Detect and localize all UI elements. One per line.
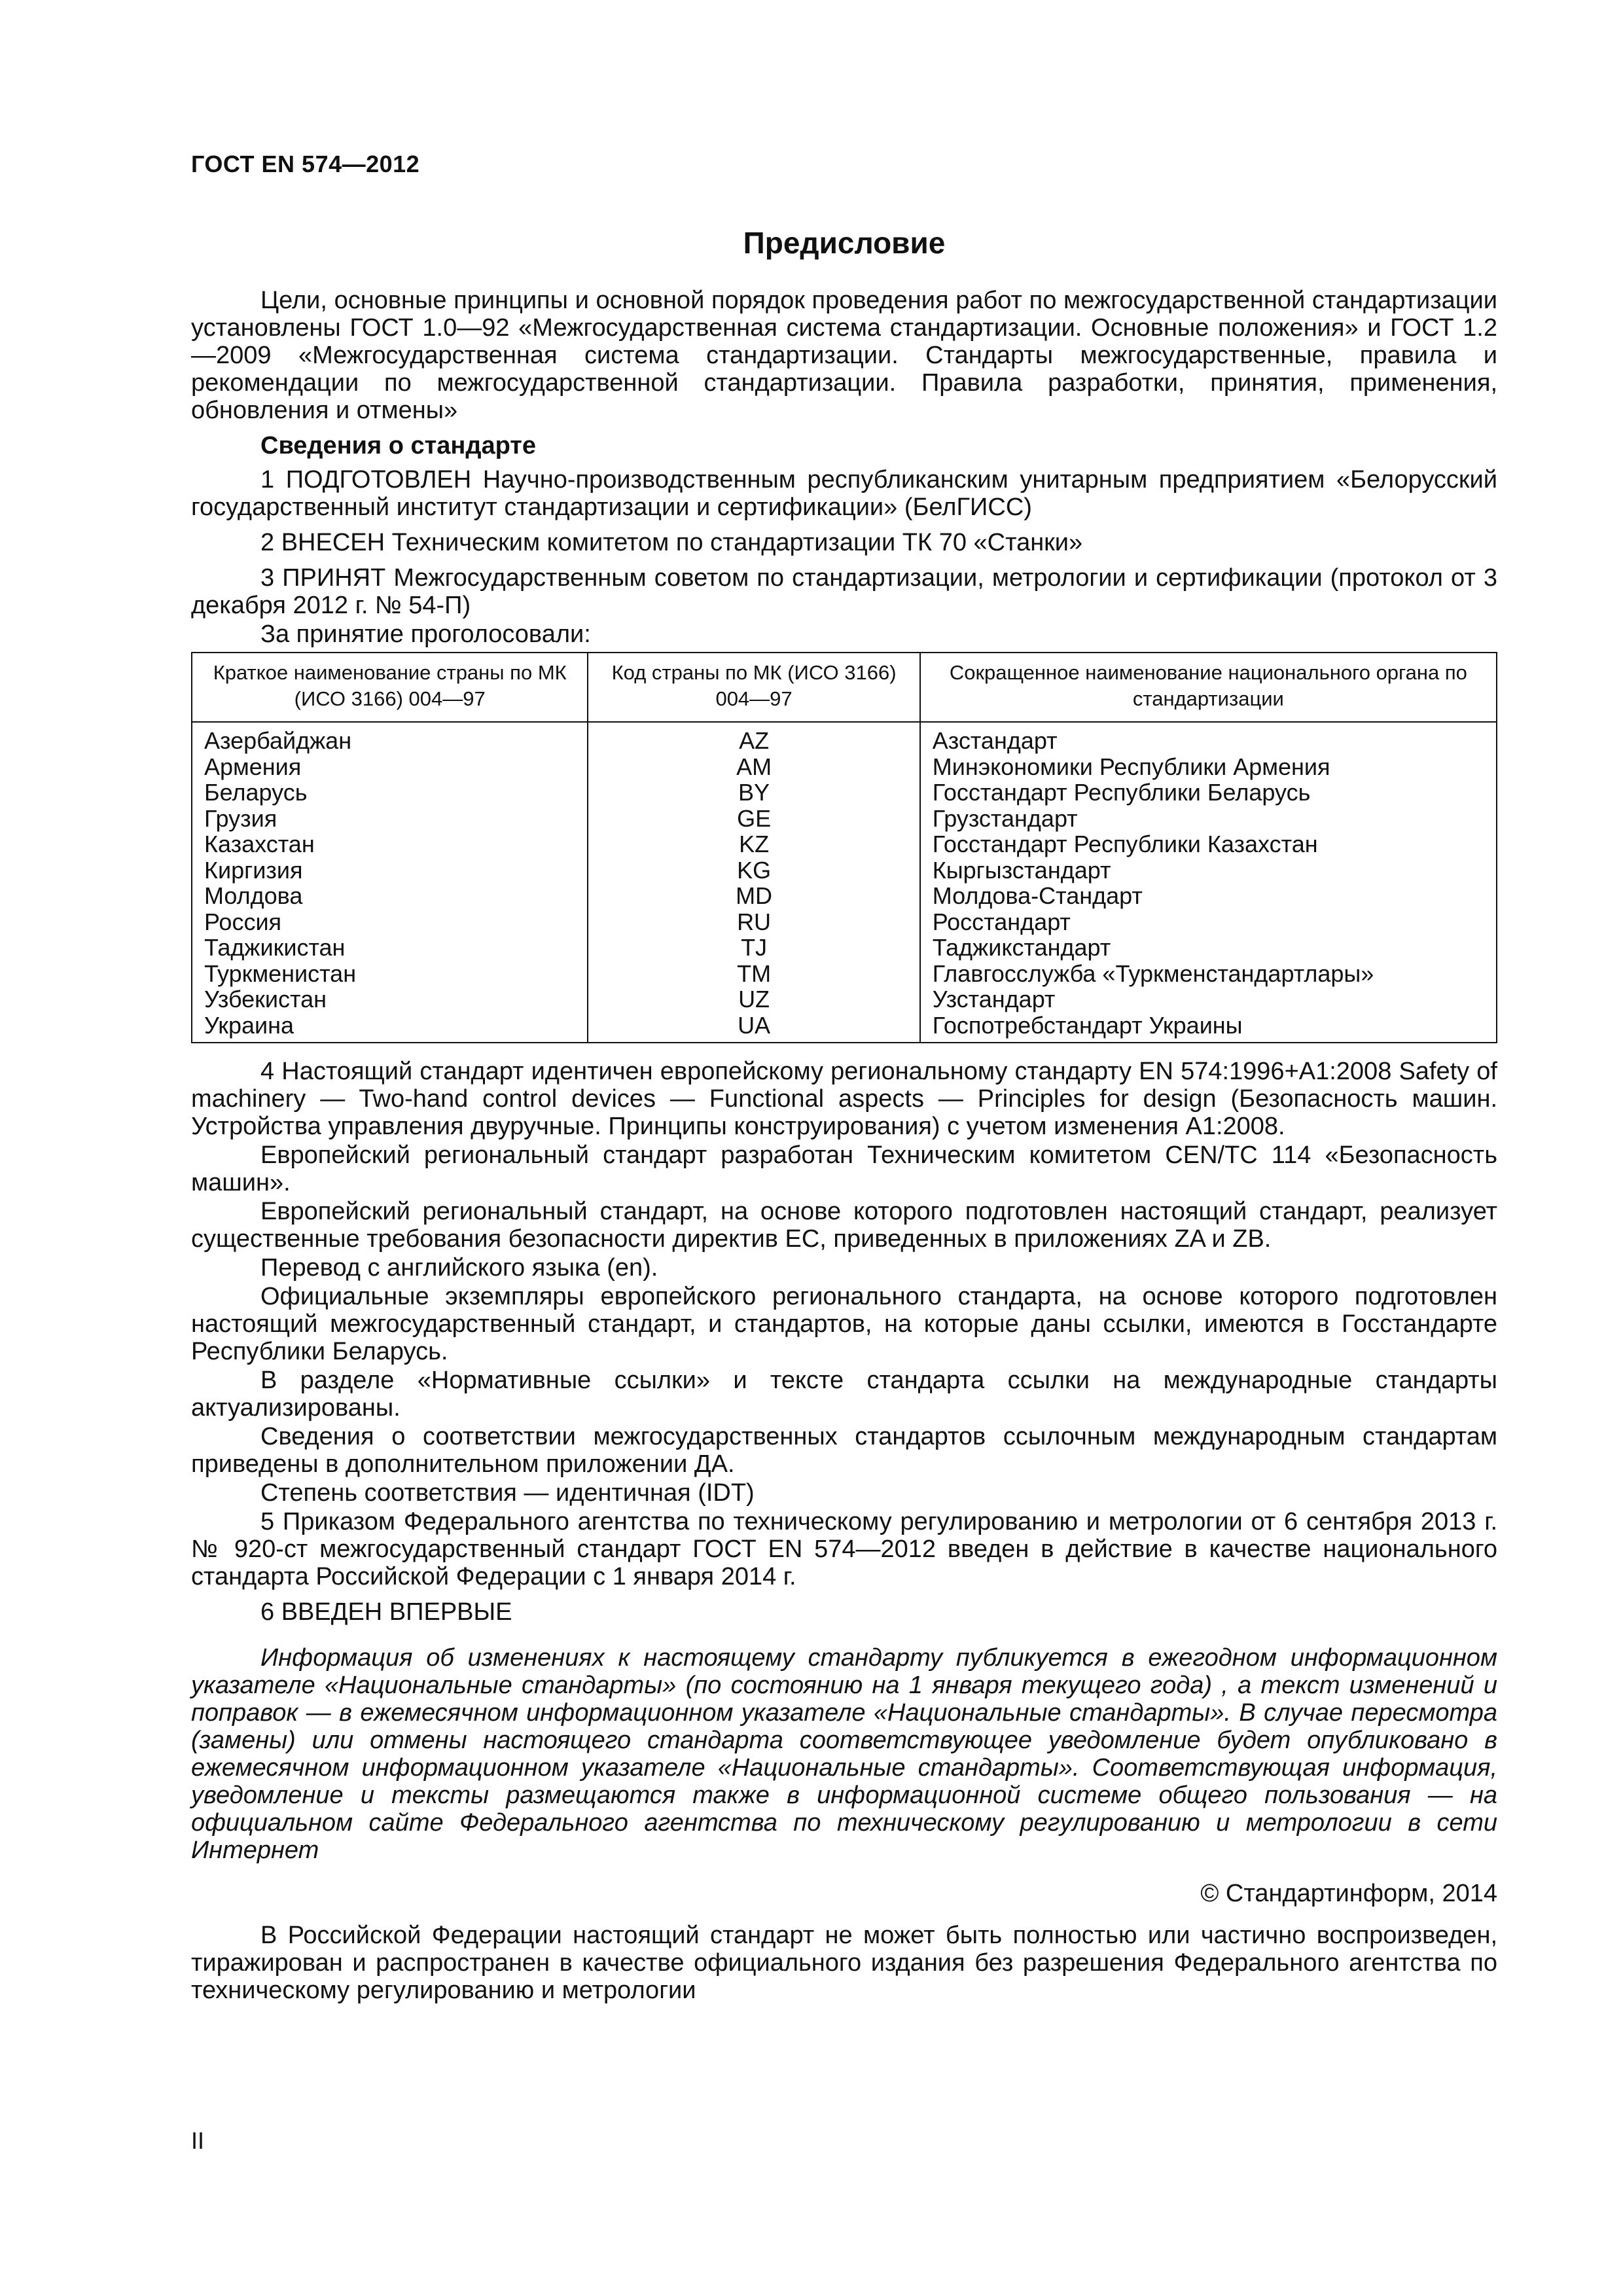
country-name: Азербайджан [192,722,588,754]
table-row [192,883,1497,909]
national-body: Узстандарт [920,986,1497,1013]
header-country-code: Код страны по МК (ИСО 3166) 004—97 [588,653,919,722]
translation-paragraph: Перевод с английского языка (en). [260,1254,658,1282]
national-body: Госстандарт Республики Беларусь [920,780,1497,806]
document-body [191,287,1497,2012]
country-code: TM [588,961,919,987]
table-row [192,961,1497,987]
table-row [192,1013,1497,1043]
header-country-name: Краткое наименование страны по МК (ИСО 3166) 004—97 [192,653,588,722]
item-6-paragraph: 6 ВВЕДЕН ВПЕРВЫЕ [260,1598,512,1626]
national-body: Минэкономики Республики Армения [920,754,1497,780]
official-copies-paragraph: Официальные экземпляры европейского регионального стандарта, на основе которого подготовлен настоящий межгосударственный стандарт, и стандартов, на которые даны ссылки, имеются в Госстандарте Республики Беларусь. [191,1283,1497,1365]
table-row [192,986,1497,1013]
national-body: Кыргызстандарт [920,857,1497,884]
cen-tc-paragraph: Европейский региональный стандарт разработан Техническим комитетом CEN/TC 114 «Безопасность машин». [191,1141,1497,1196]
countries-table [191,652,1497,1043]
table-row [192,857,1497,884]
national-body: Молдова-Стандарт [920,883,1497,909]
country-name: Украина [192,1013,588,1043]
item-2-paragraph: 2 ВНЕСЕН Техническим комитетом по стандартизации ТК 70 «Станки» [260,529,1083,556]
country-code: BY [588,780,919,806]
country-name: Молдова [192,883,588,909]
item-1-paragraph: 1 ПОДГОТОВЛЕН Научно-производственным республиканским унитарным предприятием «Белорусский государственный институт стандартизации и сертификации» (БелГИСС) [191,466,1497,521]
header-national-body: Сокращенное наименование национального органа по стандартизации [920,653,1497,722]
country-code: TJ [588,935,919,961]
country-name: Армения [192,754,588,780]
amendments-notice: Информация об изменениях к настоящему стандарту публикуется в ежегодном информационном указателе «Национальные стандарты» (по состоянию на 1 января текущего года) , а текст изменений и поправок — в ежемесячном информационном указателе «Национальные стандарты». В случае пересмотра (замены) или отмены настоящего стандарта соответствующее уведомление будет опубликовано в ежемесячном информационном указателе «Национальные стандарты». Соответствующая информация, уведомление и тексты размещаются также в информационной системе общего пользования — на официальном сайте Федерального агентства по техническому регулированию и метрологии в сети Интернет [191,1644,1497,1864]
table-row [192,754,1497,780]
reproduction-rights-paragraph: В Российской Федерации настоящий стандарт не может быть полностью или частично воспроизведен, тиражирован и распространен в качестве официального издания без разрешения Федерального агентства по техническому регулированию и метрологии [191,1922,1497,2004]
country-code: AM [588,754,919,780]
country-name: Таджикистан [192,935,588,961]
table-row [192,806,1497,832]
voted-label: За принятие проголосовали: [260,620,591,648]
annex-da-paragraph: Сведения о соответствии межгосударственных стандартов ссылочным международным стандартам приведены в дополнительном приложении ДА. [191,1423,1497,1478]
country-name: Узбекистан [192,986,588,1013]
country-code: AZ [588,722,919,754]
table-row [192,780,1497,806]
table-row [192,831,1497,857]
eu-directives-paragraph: Европейский региональный стандарт, на основе которого подготовлен настоящий стандарт, реализует существенные требования безопасности директив ЕС, приведенных в приложениях ZA и ZB. [191,1198,1497,1253]
item-4-paragraph: 4 Настоящий стандарт идентичен европейскому региональному стандарту EN 574:1996+A1:2008 Safety of machinery — Two-hand control devices — Functional aspects — Principles for design (Безопасность машин. Устройства управления двуручные. Принципы конструирования) с учетом изменения A1:2008. [191,1058,1497,1140]
national-body: Таджикстандарт [920,935,1497,961]
national-body: Главгосслужба «Туркменстандартлары» [920,961,1497,987]
page-title: Предисловие [743,226,946,260]
country-name: Грузия [192,806,588,832]
country-code: MD [588,883,919,909]
country-code: UA [588,1013,919,1043]
table-row [192,935,1497,961]
table-header-row [192,653,1497,722]
country-code: RU [588,909,919,935]
section-heading: Сведения о стандарте [260,432,537,459]
standard-code-header: ГОСТ EN 574—2012 [191,151,420,177]
country-code: UZ [588,986,919,1013]
page-number: II [191,2127,205,2154]
country-code: GE [588,806,919,832]
conformity-degree-paragraph: Степень соответствия — идентичная (IDT) [260,1479,755,1507]
country-name: Туркменистан [192,961,588,987]
national-body: Грузстандарт [920,806,1497,832]
country-code: KG [588,857,919,884]
country-name: Казахстан [192,831,588,857]
table-row [192,909,1497,935]
national-body: Росстандарт [920,909,1497,935]
country-name: Россия [192,909,588,935]
national-body: Госпотребстандарт Украины [920,1013,1497,1043]
item-5-paragraph: 5 Приказом Федерального агентства по техническому регулированию и метрологии от 6 сентября 2013 г. № 920-ст межгосударственный стандарт ГОСТ EN 574—2012 введен в действие в качестве национального стандарта Российской Федерации с 1 января 2014 г. [191,1508,1497,1590]
table-row [192,722,1497,754]
country-code: KZ [588,831,919,857]
national-body: Азстандарт [920,722,1497,754]
country-name: Киргизия [192,857,588,884]
references-paragraph: В разделе «Нормативные ссылки» и тексте стандарта ссылки на международные стандарты актуализированы. [191,1367,1497,1422]
item-3-paragraph: 3 ПРИНЯТ Межгосударственным советом по стандартизации, метрологии и сертификации (протокол от 3 декабря 2012 г. № 54-П) [191,564,1497,619]
national-body: Госстандарт Республики Казахстан [920,831,1497,857]
copyright-line: © Стандартинформ, 2014 [1200,1880,1497,1907]
intro-paragraph: Цели, основные принципы и основной порядок проведения работ по межгосударственной стандартизации установлены ГОСТ 1.0—92 «Межгосударственная система стандартизации. Основные положения» и ГОСТ 1.2—2009 «Межгосударственная система стандартизации. Стандарты межгосударственные, правила и рекомендации по межгосударственной стандартизации. Правила разработки, принятия, применения, обновления и отмены» [191,287,1497,424]
country-name: Беларусь [192,780,588,806]
